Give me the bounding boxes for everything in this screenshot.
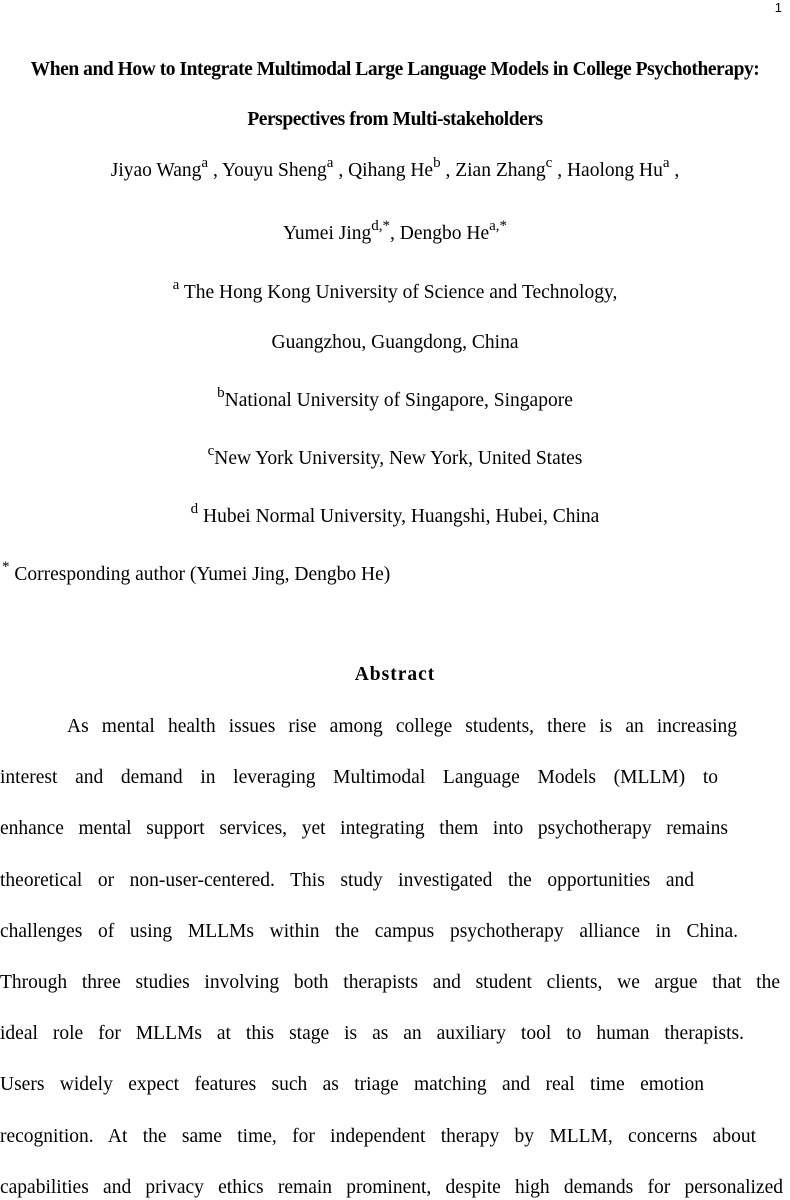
abstract-line: challenges of using MLLMs within the campus psychotherapy alliance in China. [0, 921, 738, 942]
affiliation-mark: c [207, 443, 215, 459]
corresponding-author-note [2, 559, 391, 586]
author-line-1 [0, 155, 790, 182]
corresponding-mark: * [2, 559, 10, 575]
author-separator: , [390, 223, 400, 244]
author-separator: , [552, 160, 567, 181]
author-name: Yumei Jing [282, 223, 372, 244]
affiliation-text: National University of Singapore, Singapore [224, 390, 573, 411]
author-separator: , [669, 160, 680, 181]
corresponding-text: Corresponding author (Yumei Jing, Dengbo He) [14, 564, 391, 585]
abstract-line: capabilities and privacy ethics remain prominent, despite high demands for personalized [0, 1177, 783, 1198]
affiliation-text: New York University, New York, United States [214, 448, 583, 469]
author-name: Dengbo He [399, 223, 490, 244]
abstract-line: Through three studies involving both therapists and student clients, we argue that the [0, 972, 780, 993]
affiliation-c [0, 443, 790, 470]
author-affiliation-mark: a [326, 155, 334, 171]
author-affiliation-mark: b [433, 155, 441, 171]
author-separator: , [440, 160, 456, 181]
author-affiliation-mark: d,* [371, 218, 390, 234]
abstract-line: ideal role for MLLMs at this stage is as an auxiliary tool to human therapists. [0, 1023, 744, 1044]
author-name: Haolong Hu [566, 160, 663, 181]
affiliation-a-continued: Guangzhou, Guangdong, China [271, 332, 519, 353]
author-affiliation-mark: a [201, 155, 209, 171]
author-name: Youyu Sheng [222, 160, 327, 181]
abstract-line: interest and demand in leveraging Multimodal Language Models (MLLM) to [0, 767, 718, 788]
affiliation-mark: d [190, 501, 199, 517]
author-affiliation-mark: a [662, 155, 670, 171]
author-name: Qihang He [348, 160, 434, 181]
affiliation-a [0, 277, 790, 304]
author-separator: , [208, 160, 222, 181]
affiliation-b [0, 385, 790, 412]
affiliation-d [0, 501, 790, 528]
paper-title-line-2: Perspectives from Multi-stakeholders [247, 109, 543, 130]
author-line-2 [0, 218, 790, 245]
affiliation-text: Hubei Normal University, Huangshi, Hubei, China [203, 506, 600, 527]
abstract-line: As mental health issues rise among college students, there is an increasing [67, 716, 737, 737]
abstract-line: recognition. At the same time, for independent therapy by MLLM, concerns about [0, 1126, 756, 1147]
author-affiliation-mark: c [545, 155, 553, 171]
author-name: Jiyao Wang [110, 160, 202, 181]
affiliation-mark: b [217, 385, 225, 401]
paper-title-line-1: When and How to Integrate Multimodal Large Language Models in College Psychotherapy: [30, 59, 760, 80]
abstract-line: Users widely expect features such as triage matching and real time emotion [0, 1074, 704, 1095]
abstract-line: enhance mental support services, yet integrating them into psychotherapy remains [0, 818, 728, 839]
abstract-line: theoretical or non-user-centered. This study investigated the opportunities and [0, 870, 694, 891]
author-affiliation-mark: a,* [489, 218, 508, 234]
page-number: 1 [774, 0, 782, 15]
affiliation-mark: a [172, 277, 180, 293]
abstract-heading: Abstract [354, 664, 436, 685]
author-name: Zian Zhang [455, 160, 546, 181]
author-separator: , [333, 160, 349, 181]
affiliation-text: The Hong Kong University of Science and Technology, [183, 282, 618, 303]
